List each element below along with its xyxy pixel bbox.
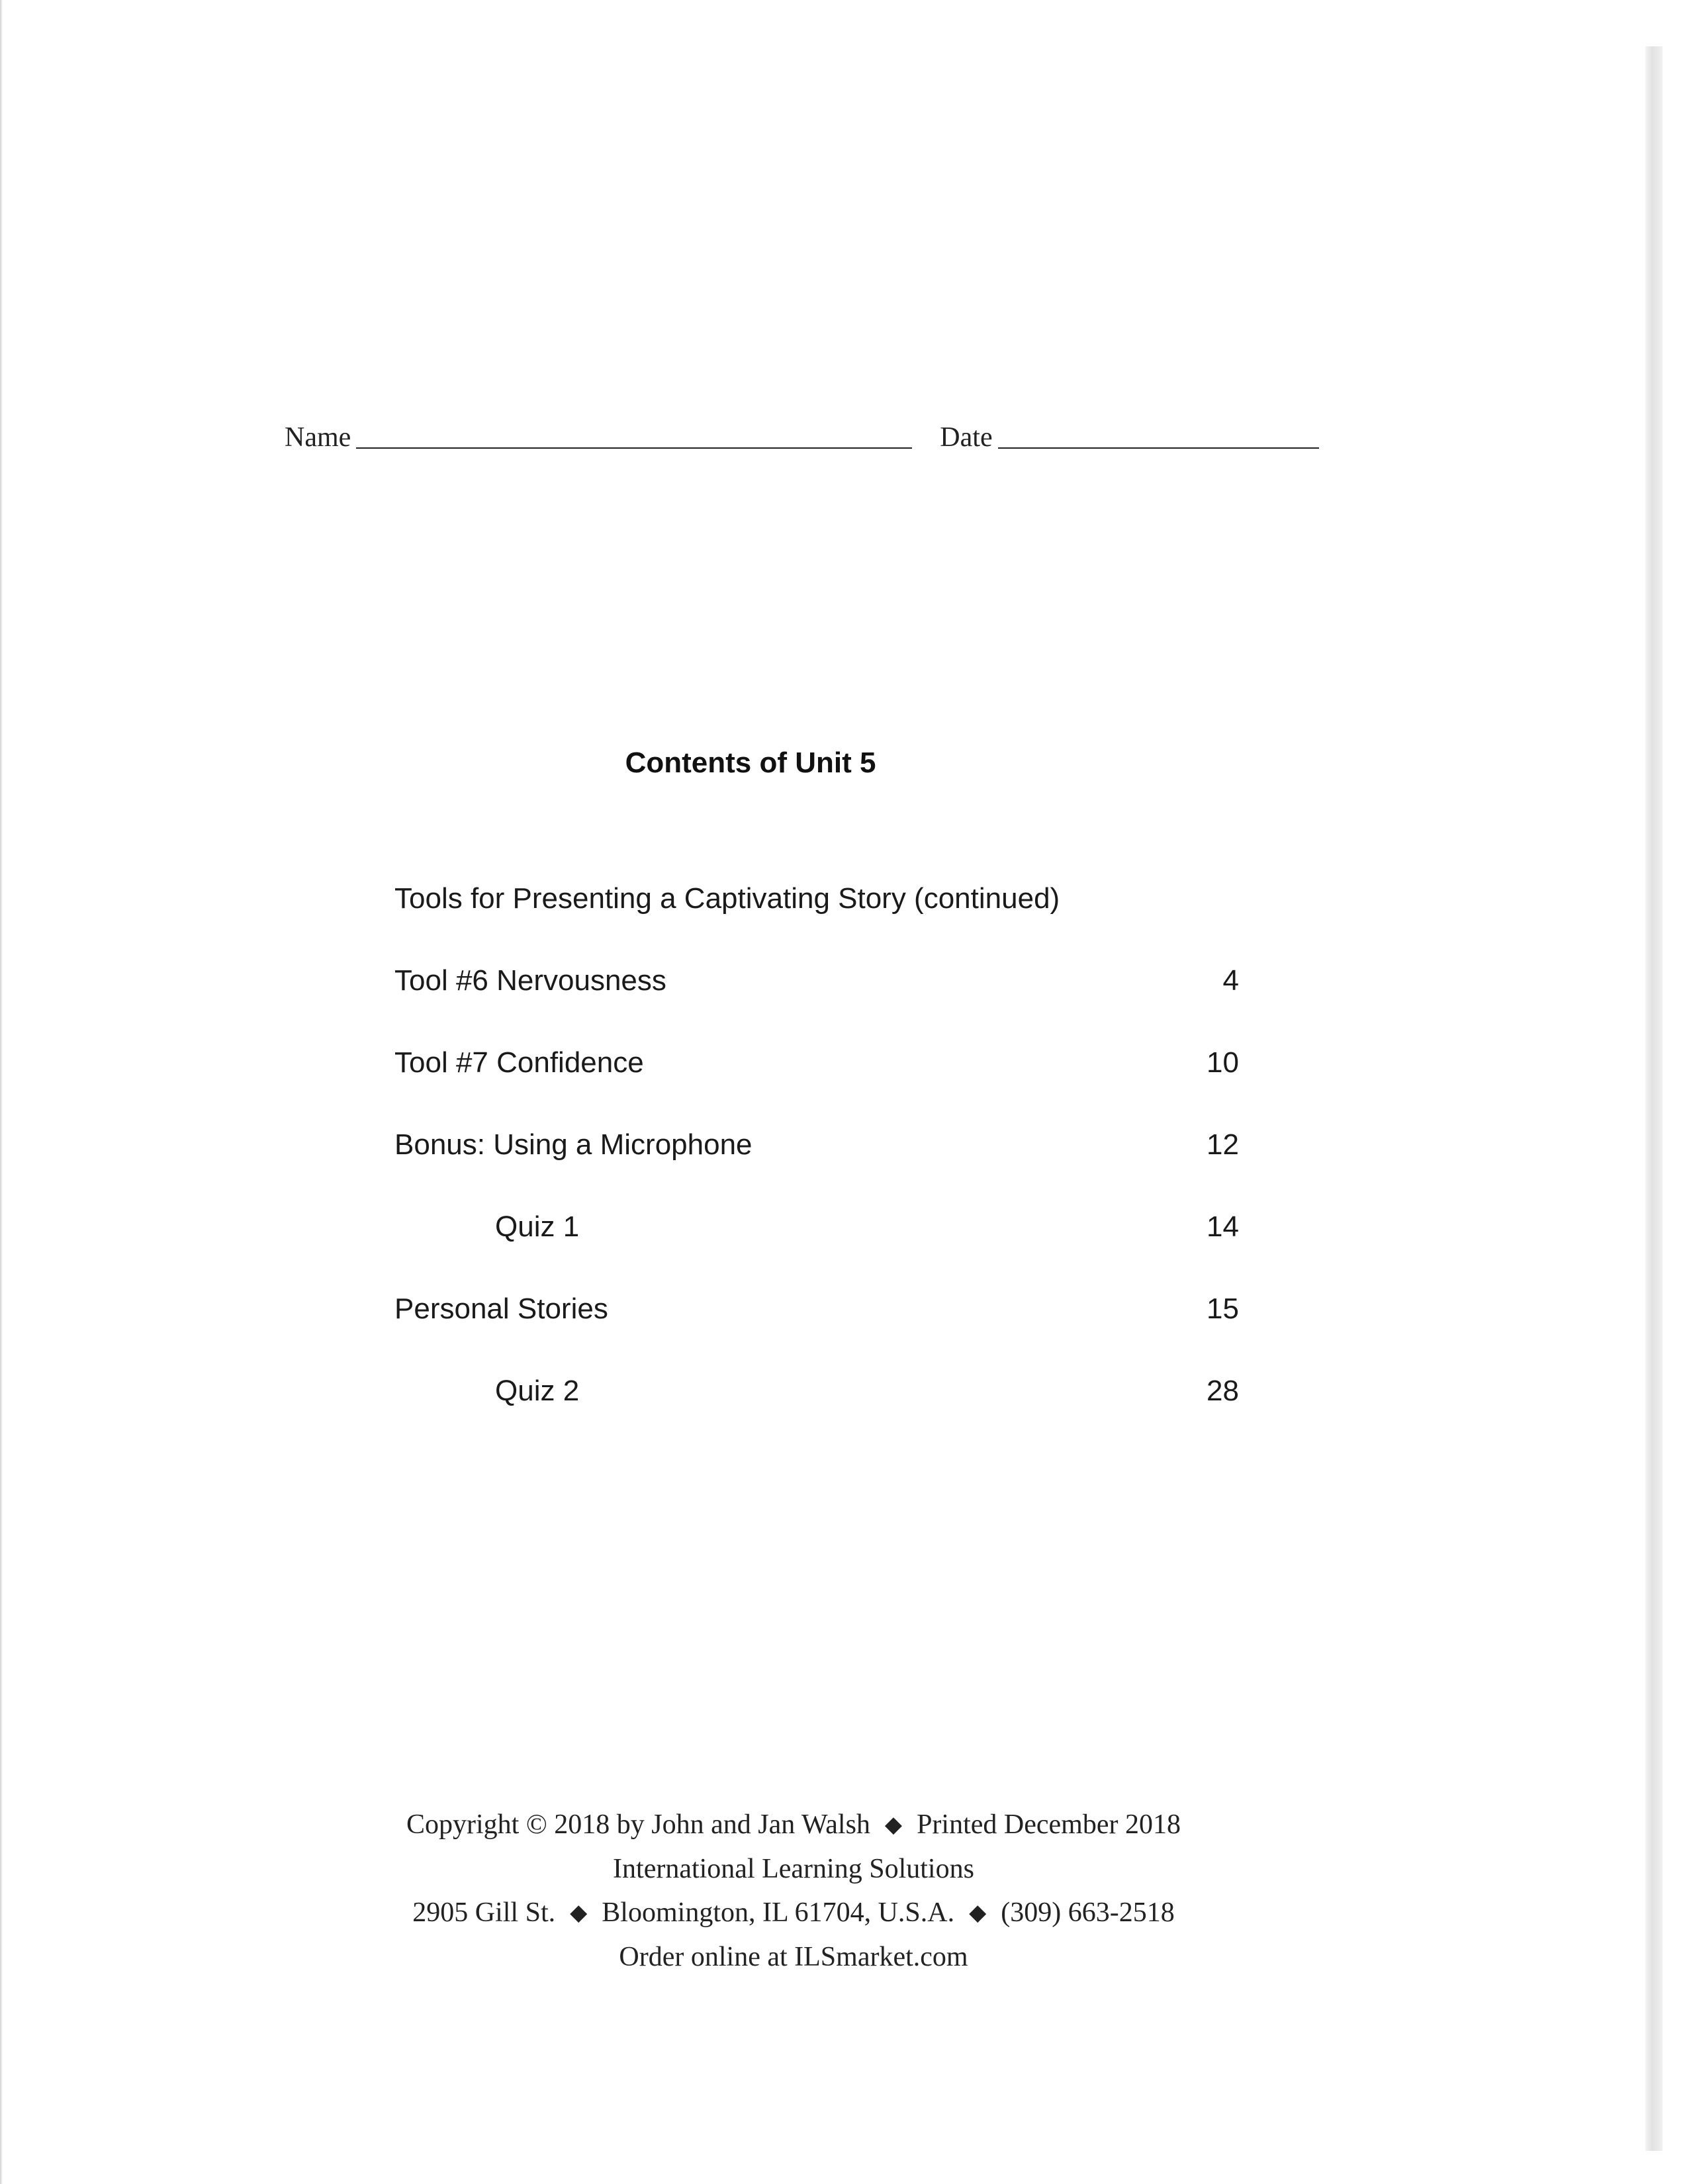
toc-entry-label: Tool #7 Confidence bbox=[394, 1046, 644, 1079]
toc-page-number: 14 bbox=[1207, 1210, 1239, 1243]
table-of-contents bbox=[394, 879, 1239, 1453]
date-field-line[interactable] bbox=[998, 447, 1319, 449]
diamond-separator-icon: ◆ bbox=[969, 1901, 987, 1925]
name-label: Name bbox=[285, 422, 351, 453]
toc-row bbox=[394, 1289, 1239, 1371]
street-address: 2905 Gill St. bbox=[412, 1897, 556, 1928]
toc-row bbox=[394, 1125, 1239, 1207]
toc-entry-label: Quiz 1 bbox=[495, 1210, 580, 1243]
city-address: Bloomington, IL 61704, U.S.A. bbox=[602, 1897, 955, 1928]
printed-date-text: Printed December 2018 bbox=[917, 1809, 1181, 1840]
toc-row bbox=[394, 1371, 1239, 1453]
toc-page-number: 28 bbox=[1207, 1375, 1239, 1407]
toc-page-number: 10 bbox=[1207, 1046, 1239, 1079]
toc-page-number: 4 bbox=[1222, 964, 1239, 997]
toc-section-heading: Tools for Presenting a Captivating Story (continued) bbox=[394, 882, 1060, 915]
footer-line-address bbox=[0, 1891, 1587, 1935]
footer-line-copyright bbox=[0, 1803, 1587, 1847]
name-field-line[interactable] bbox=[356, 447, 912, 449]
toc-page-number: 15 bbox=[1207, 1293, 1239, 1325]
publisher-name: International Learning Solutions bbox=[613, 1854, 974, 1884]
toc-row bbox=[394, 1207, 1239, 1289]
toc-row bbox=[394, 961, 1239, 1043]
page-right-edge bbox=[1645, 46, 1663, 2151]
name-date-header bbox=[285, 424, 1319, 451]
toc-entry-label: Tool #6 Nervousness bbox=[394, 964, 666, 997]
toc-entry-label: Personal Stories bbox=[394, 1293, 608, 1325]
copyright-footer bbox=[0, 1803, 1587, 1979]
copyright-text: Copyright © 2018 by John and Jan Walsh bbox=[406, 1809, 870, 1840]
toc-entry-label: Quiz 2 bbox=[495, 1375, 580, 1407]
toc-page-number: 12 bbox=[1207, 1128, 1239, 1161]
toc-entry-label: Bonus: Using a Microphone bbox=[394, 1128, 753, 1161]
phone-number: (309) 663-2518 bbox=[1001, 1897, 1175, 1928]
date-label: Date bbox=[940, 422, 993, 453]
toc-row bbox=[394, 1043, 1239, 1125]
order-online-text: Order online at ILSmarket.com bbox=[619, 1942, 968, 1972]
diamond-separator-icon: ◆ bbox=[570, 1901, 588, 1925]
diamond-separator-icon: ◆ bbox=[884, 1813, 903, 1837]
page-title: Contents of Unit 5 bbox=[625, 747, 876, 779]
